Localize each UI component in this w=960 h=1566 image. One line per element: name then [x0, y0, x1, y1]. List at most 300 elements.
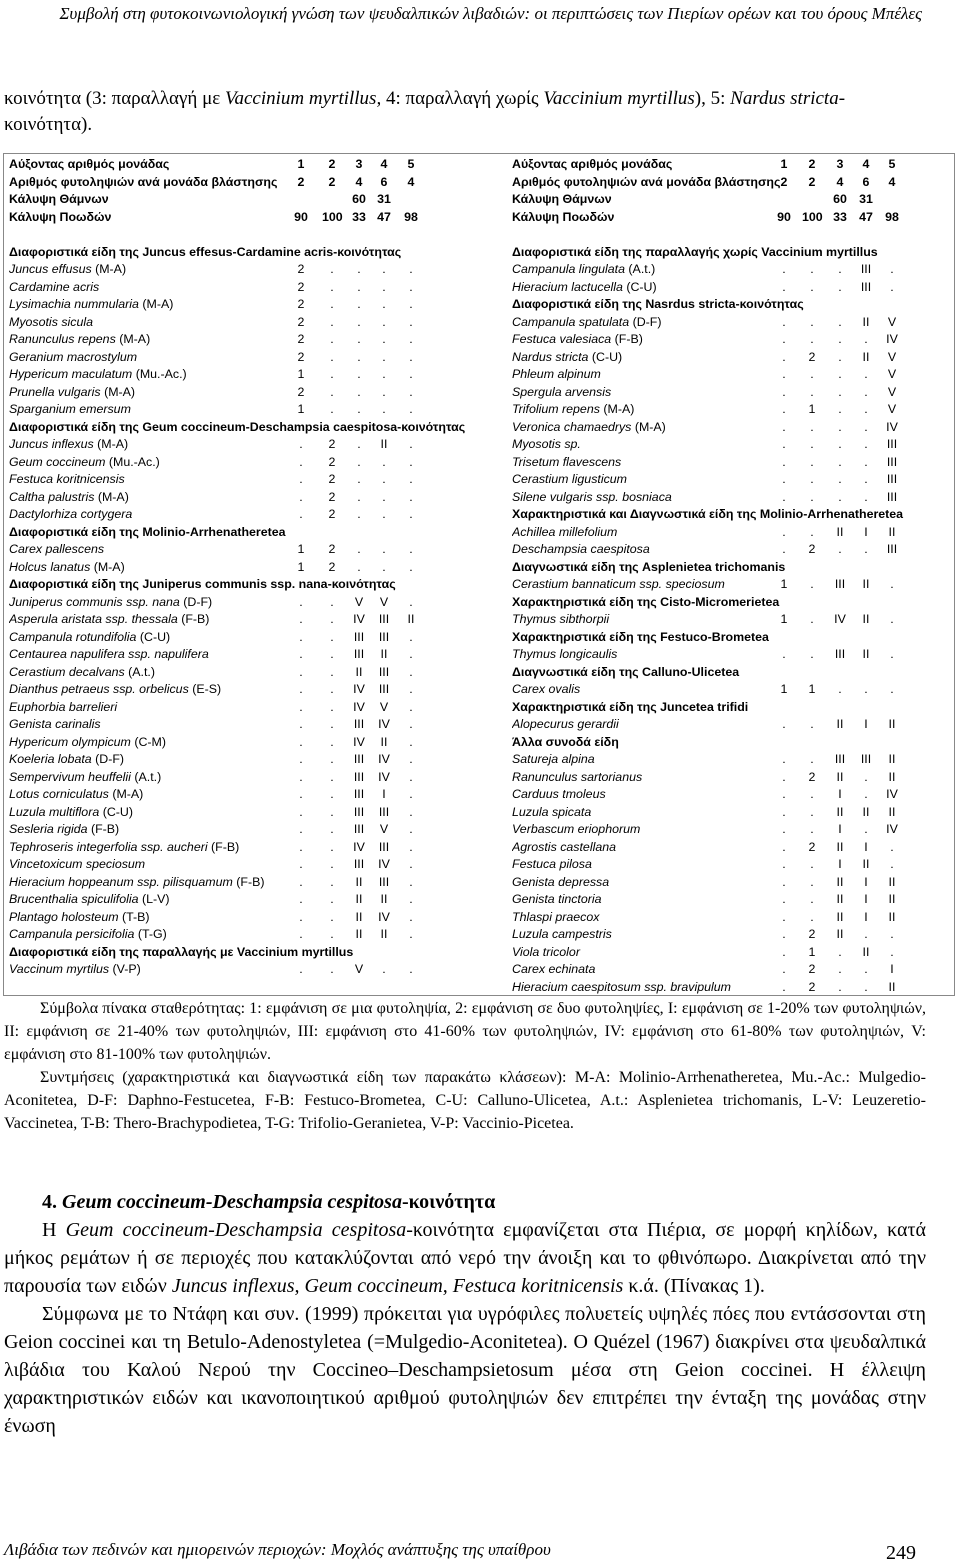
class-abbreviation: (M-A) — [112, 787, 144, 801]
value-cell: . — [299, 717, 303, 731]
value-cell: . — [782, 927, 786, 941]
value-cell: II — [836, 769, 844, 784]
row-label — [9, 839, 299, 857]
species-name: Brucenthalia spiculifolia — [9, 892, 139, 906]
value-cell: 47 — [859, 209, 873, 224]
value-cell: IV — [378, 752, 390, 766]
value-cell: . — [782, 279, 786, 294]
value-cell: 100 — [802, 209, 823, 224]
row-label: Carduus tmoleus — [512, 787, 606, 801]
value-cell: 2 — [328, 559, 336, 574]
value-cell: I — [838, 857, 842, 871]
table-row — [9, 716, 509, 734]
class-abbreviation: (A.t.) — [134, 769, 162, 784]
row-label: Αριθμός φυτοληψιών ανά μονάδα βλάστησης — [9, 174, 278, 189]
intro-text-3: ), 5: — [694, 88, 731, 109]
value-cell: . — [357, 279, 361, 294]
value-cell: II — [888, 752, 896, 766]
table-row — [9, 786, 509, 804]
abbreviations-note: Συντμήσεις (χαρακτηριστικά και διαγνωστικά είδη των παρακάτω κλάσεων): M-A: Molinio-Arrhenatheretea, Mu.-Ac.: Mulgedio-Aconitetea, D-F: Daphno-Festucetea, F-B: Festuco-Brometea, C-U: Calluno-Ulicetea, A.t.: Asplenietea trichomanis, L-V: Leuzeretio-Vaccinetea, T-B: Thero-Brachypodietea, T-G: Trifolio-Geranietea, V-P: Vaccinio-Picetea. — [4, 1069, 926, 1132]
section-heading-text: Διαφοριστικά είδη της παραλλαγής χωρίς Vaccinium myrtillus — [512, 244, 878, 259]
value-cell: II — [888, 769, 896, 784]
table-row — [9, 541, 509, 559]
row-label: Thymus longicaulis — [512, 647, 618, 661]
value-cell: I — [864, 839, 868, 854]
section-heading-text: Διαγνωστικά είδη της Calluno-Ulicetea — [512, 664, 740, 679]
value-cell: 2 — [808, 962, 816, 976]
value-cell: . — [382, 297, 386, 311]
table-row — [9, 349, 509, 367]
value-cell: . — [409, 909, 413, 924]
row-label: Cardamine acris — [9, 279, 100, 294]
row-label: Κάλυψη Θάμνων — [512, 192, 612, 206]
value-cell: . — [330, 717, 334, 731]
value-cell: . — [299, 909, 303, 924]
value-cell: . — [810, 489, 814, 504]
value-cell: . — [357, 262, 361, 276]
section-heading-text: Χαρακτηριστικά είδη της Cisto-Micromerietea — [512, 594, 780, 609]
species-name: Vaccinum myrtilus — [9, 962, 110, 976]
value-cell: . — [299, 489, 303, 504]
table-row — [9, 594, 509, 612]
value-cell: III — [378, 612, 390, 626]
table-row — [512, 419, 952, 437]
value-cell: . — [782, 384, 786, 399]
value-cell: . — [357, 437, 361, 451]
value-cell: . — [330, 629, 334, 644]
value-cell: . — [330, 787, 334, 801]
table-row — [9, 804, 509, 822]
value-cell: III — [378, 664, 390, 679]
value-cell: . — [357, 542, 361, 556]
value-cell: . — [330, 682, 334, 696]
class-abbreviation: (D-F) — [632, 314, 662, 329]
value-cell: . — [838, 437, 842, 451]
value-cell: III — [353, 787, 365, 801]
value-cell: . — [782, 857, 786, 871]
value-cell: . — [409, 559, 413, 574]
table-row — [9, 699, 509, 717]
value-cell: II — [355, 909, 363, 924]
row-label: Cerastium bannaticum ssp. speciosum — [512, 577, 725, 591]
value-cell: IV — [378, 857, 390, 871]
value-cell: . — [782, 454, 786, 469]
value-cell: II — [836, 804, 844, 819]
row-label: Luzula spicata — [512, 804, 592, 819]
row-label — [9, 436, 299, 454]
value-cell: . — [299, 699, 303, 714]
value-cell: II — [862, 647, 870, 661]
value-cell: . — [409, 437, 413, 451]
value-cell: . — [357, 332, 361, 346]
value-cell: IV — [378, 909, 390, 924]
table-section-heading — [9, 576, 509, 594]
value-cell: . — [409, 769, 413, 784]
value-cell: . — [864, 979, 868, 994]
value-cell: . — [330, 752, 334, 766]
value-cell: . — [782, 752, 786, 766]
value-cell: . — [409, 629, 413, 644]
value-cell: 2 — [297, 174, 305, 189]
species-name: Campanula lingulata — [512, 262, 625, 276]
value-cell: . — [810, 857, 814, 871]
value-cell: 98 — [885, 209, 899, 224]
table-row — [512, 314, 952, 332]
table-row — [9, 506, 509, 524]
section-heading-text: Διαφοριστικά είδη της Juncus effesus-Cardamine acris-κοινότητας — [9, 244, 402, 259]
value-cell: . — [782, 717, 786, 731]
class-abbreviation: (C-U) — [139, 629, 171, 644]
class-abbreviation: (M-A) — [97, 489, 129, 504]
table-row — [512, 489, 952, 507]
row-label — [9, 874, 299, 892]
table-row — [512, 331, 952, 349]
value-cell: 2 — [808, 839, 816, 854]
table-row — [512, 961, 952, 979]
value-cell: II — [380, 734, 388, 749]
symbols-note: Σύμβολα πίνακα σταθερότητας: 1: εμφάνιση σε μια φυτοληψία, 2: εμφάνιση σε δυο φυτοληψίες, I: εμφάνιση σε 1-20% των φυτοληψιών, II: εμφάνιση σε 21-40% των φυτοληψιών, III: εμφάνιση στο 41-60% των φυτοληψιών, IV: εμφάνιση στο 61-80% των φυτοληψιών, V: εμφάνιση στο 81-100% των φυτοληψιών. — [4, 1000, 927, 1063]
value-cell: 2 — [328, 472, 336, 486]
value-cell: IV — [886, 787, 898, 801]
row-label: Κάλυψη Ποωδών — [512, 209, 615, 224]
table-row — [9, 436, 509, 454]
table-row — [9, 734, 509, 752]
value-cell: III — [378, 804, 390, 819]
value-cell: 1 — [780, 577, 788, 591]
value-cell: . — [330, 594, 334, 609]
table-section-heading — [512, 699, 952, 717]
table-section-heading — [9, 944, 509, 962]
table-row — [9, 961, 509, 979]
row-label: Verbascum eriophorum — [512, 822, 641, 836]
value-cell: . — [409, 857, 413, 871]
value-cell: I — [864, 909, 868, 924]
value-cell: . — [864, 489, 868, 504]
value-cell: 47 — [377, 209, 391, 224]
table-row — [512, 454, 952, 472]
section-heading-text: Διαφοριστικά είδη της παραλλαγής με Vaccinium myrtillus — [9, 944, 354, 959]
value-cell: 3 — [836, 157, 844, 171]
row-label — [9, 786, 299, 804]
species-name: Prunella vulgaris — [9, 384, 101, 399]
table-row — [9, 681, 509, 699]
value-cell: II — [407, 612, 415, 626]
class-abbreviation: (A.t.) — [128, 664, 156, 679]
value-cell: 60 — [352, 192, 366, 206]
value-cell: II — [888, 892, 896, 906]
value-cell: . — [782, 402, 786, 416]
value-cell: IV — [886, 332, 898, 346]
value-cell: . — [810, 892, 814, 906]
value-cell: V — [354, 594, 364, 609]
section-heading-text: Διαφοριστικά είδη της Molinio-Arrhenatheretea — [9, 524, 286, 539]
value-cell: . — [838, 979, 842, 994]
value-cell: . — [864, 787, 868, 801]
row-label — [512, 279, 782, 297]
row-label — [9, 769, 299, 787]
value-cell: I — [864, 892, 868, 906]
species-name: Hypericum maculatum — [9, 367, 133, 381]
row-label: Achillea millefolium — [512, 524, 618, 539]
value-cell: . — [409, 332, 413, 346]
row-label: Αριθμός φυτοληψιών ανά μονάδα βλάστησης — [512, 174, 781, 189]
value-cell: 31 — [859, 192, 873, 206]
value-cell: . — [782, 332, 786, 346]
row-label: Satureja alpina — [512, 752, 595, 766]
value-cell: III — [834, 752, 846, 766]
value-cell: 2 — [297, 332, 305, 346]
value-cell: 2 — [328, 542, 336, 556]
value-cell: 2 — [808, 927, 816, 941]
value-cell: . — [299, 629, 303, 644]
value-cell: III — [886, 489, 898, 504]
table-section-heading — [512, 296, 952, 314]
row-label — [9, 926, 299, 944]
value-cell: II — [380, 437, 388, 451]
row-label: Αύξοντας αριθμός μονάδας — [9, 157, 170, 171]
table-row — [9, 314, 509, 332]
species-name: Cerastium decalvans — [9, 664, 125, 679]
value-cell: . — [330, 874, 334, 889]
table-row — [9, 489, 509, 507]
value-cell: . — [409, 262, 413, 276]
table-row — [9, 874, 509, 892]
section-heading-text: Διαφοριστικά είδη της Juniperus communis ssp. nana-κοινότητας — [9, 577, 396, 591]
section-4 — [4, 1188, 926, 1440]
value-cell: . — [782, 542, 786, 556]
value-cell: 2 — [297, 314, 305, 329]
value-cell: . — [299, 472, 303, 486]
species-name: Geum coccineum — [9, 454, 106, 469]
section-4-title — [4, 1188, 926, 1216]
table-section-heading — [512, 734, 952, 752]
species-name: Koeleria lobata — [9, 752, 92, 766]
value-cell: . — [810, 472, 814, 486]
row-label — [512, 401, 782, 419]
value-cell: . — [330, 699, 334, 714]
value-cell: . — [330, 664, 334, 679]
intro-text-1: κοινότητα (3: παραλλαγή με — [4, 88, 225, 109]
species-name: Juniperus communis ssp. nana — [9, 594, 180, 609]
value-cell: 2 — [808, 979, 816, 994]
class-abbreviation: (C-U) — [591, 349, 623, 364]
value-cell: . — [409, 279, 413, 294]
value-cell: . — [838, 402, 842, 416]
value-cell: II — [355, 664, 363, 679]
value-cell: . — [890, 279, 894, 294]
value-cell: 1 — [808, 944, 816, 959]
table-row — [9, 279, 509, 297]
value-cell: . — [838, 962, 842, 976]
value-cell: . — [330, 769, 334, 784]
value-cell: . — [782, 437, 786, 451]
table-row — [512, 821, 952, 839]
class-abbreviation: (T-B) — [121, 909, 150, 924]
value-cell: . — [782, 874, 786, 889]
value-cell: III — [860, 752, 872, 766]
value-cell: . — [782, 647, 786, 661]
value-cell: III — [860, 262, 872, 276]
table-row — [512, 769, 952, 787]
value-cell: . — [299, 927, 303, 941]
value-cell: . — [864, 927, 868, 941]
p1-species-1: Geum coccineum-Deschampsia cespitosa — [65, 1219, 407, 1241]
value-cell: . — [299, 857, 303, 871]
value-cell: . — [299, 839, 303, 854]
class-abbreviation: (F-B) — [211, 839, 240, 854]
value-cell: 3 — [355, 157, 363, 171]
value-cell: . — [330, 839, 334, 854]
value-cell: 1 — [297, 157, 305, 171]
row-label — [9, 734, 299, 752]
value-cell: . — [838, 332, 842, 346]
value-cell: II — [836, 927, 844, 941]
row-label — [9, 296, 299, 314]
value-cell: III — [353, 717, 365, 731]
class-abbreviation: (F-B) — [181, 612, 210, 626]
value-cell: . — [299, 822, 303, 836]
value-cell: . — [810, 577, 814, 591]
table-row — [512, 646, 952, 664]
table-section-heading — [512, 244, 952, 262]
value-cell: . — [810, 752, 814, 766]
value-cell: . — [838, 419, 842, 434]
value-cell: IV — [353, 682, 365, 696]
table-row — [512, 471, 952, 489]
row-label — [512, 349, 782, 367]
intro-text-4: -κοινότητα). — [4, 88, 846, 135]
row-label: Centaurea napulifera ssp. napulifera — [9, 647, 209, 661]
row-label: Agrostis castellana — [512, 839, 616, 854]
value-cell: . — [864, 769, 868, 784]
value-cell: . — [330, 349, 334, 364]
value-cell: . — [810, 332, 814, 346]
value-cell: IV — [886, 822, 898, 836]
table-row — [512, 611, 952, 629]
value-cell: . — [299, 787, 303, 801]
class-abbreviation: (M-A) — [603, 402, 635, 416]
value-cell: . — [409, 874, 413, 889]
value-cell: . — [330, 857, 334, 871]
value-cell: . — [782, 769, 786, 784]
row-label: Κάλυψη Θάμνων — [9, 192, 109, 206]
species-name: Asperula aristata ssp. thessala — [9, 612, 178, 626]
value-cell: . — [838, 454, 842, 469]
value-cell: I — [838, 787, 842, 801]
value-cell: II — [888, 979, 896, 994]
value-cell: II — [380, 647, 388, 661]
value-cell: 6 — [380, 174, 388, 189]
species-name: Sesleria rigida — [9, 822, 88, 836]
table-row — [9, 839, 509, 857]
species-name: Holcus lanatus — [9, 559, 91, 574]
value-cell: . — [409, 787, 413, 801]
value-cell: 4 — [888, 174, 896, 189]
table-row — [9, 664, 509, 682]
value-cell: . — [782, 489, 786, 504]
value-cell: . — [782, 962, 786, 976]
table-row — [512, 909, 952, 927]
class-abbreviation: (Mu.-Ac.) — [135, 367, 187, 381]
value-cell: III — [834, 577, 846, 591]
value-cell: . — [864, 402, 868, 416]
value-cell: . — [409, 349, 413, 364]
value-cell: . — [357, 489, 361, 504]
class-abbreviation: (Mu.-Ac.) — [108, 454, 160, 469]
value-cell: . — [299, 892, 303, 906]
row-label — [9, 629, 299, 647]
species-name: Campanula rotundifolia — [9, 629, 137, 644]
value-cell: III — [353, 822, 365, 836]
value-cell: . — [782, 804, 786, 819]
value-cell: III — [353, 647, 365, 661]
value-cell: . — [864, 454, 868, 469]
class-abbreviation: (M-A) — [142, 297, 174, 311]
value-cell: . — [382, 384, 386, 399]
species-name: Veronica chamaedrys — [512, 419, 632, 434]
row-label: Myosotis sicula — [9, 314, 94, 329]
value-cell: . — [330, 927, 334, 941]
value-cell: II — [862, 857, 870, 871]
value-cell: . — [299, 664, 303, 679]
value-cell: 5 — [888, 157, 896, 171]
value-cell: . — [782, 944, 786, 959]
running-header: Συμβολή στη φυτοκοινωνιολογική γνώση των ψευδαλπικών λιβαδιών: οι περιπτώσεις των Πιερίων ορέων και του όρους Μπέλες — [59, 4, 922, 23]
p1-species-2: Juncus inflexus, Geum coccineum, Festuca koritnicensis — [171, 1275, 624, 1297]
value-cell: . — [357, 402, 361, 416]
value-cell: . — [330, 804, 334, 819]
section-4-paragraph-2: Σύμφωνα με το Ντάφη και συν. (1999) πρόκειται για υγρόφιλες πολυετείς υψηλές πόες που εντάσσονται στη Geion coccinei και τη Betulo-Adenostyletea (=Mulgedio-Aconitetea). O Quézel (1967) διακρίνει στα ψευδαλπικά λιβάδια του Καλού Νερού την Coccineo–Deschampsietosum μέσα στη Geion coccinei. Η έλλειψη χαρακτηριστικών ειδών και ικανοποιητικού αριθμού φυτοληψιών δεν επιτρέπει την ένταξη της μονάδας στην ένωση — [4, 1303, 926, 1437]
table-header-row — [512, 156, 952, 174]
class-abbreviation: (M-A) — [97, 437, 129, 451]
value-cell: . — [330, 909, 334, 924]
row-label: Cerastium ligusticum — [512, 472, 627, 486]
value-cell: . — [409, 717, 413, 731]
value-cell: . — [864, 472, 868, 486]
table-row — [512, 436, 952, 454]
class-abbreviation: (C-U) — [102, 804, 133, 819]
section-heading-text: Χαρακτηριστικά και Διαγνωστικά είδη της Molinio-Arrhenatheretea — [512, 507, 904, 521]
table-row — [9, 856, 509, 874]
row-label: Geranium macrostylum — [9, 349, 138, 364]
intro-species-3: Nardus stricta — [730, 88, 839, 109]
table-row — [512, 261, 952, 279]
table-spacer — [9, 226, 509, 244]
table-section-heading — [512, 664, 952, 682]
value-cell: . — [810, 437, 814, 451]
species-name: Hieracium lactucella — [512, 279, 623, 294]
value-cell: IV — [378, 717, 390, 731]
species-name: Lotus corniculatus — [9, 787, 109, 801]
value-cell: . — [782, 472, 786, 486]
value-cell: . — [782, 822, 786, 836]
row-label: Trisetum flavescens — [512, 454, 622, 469]
value-cell: 90 — [294, 209, 308, 224]
row-label — [9, 611, 299, 629]
class-abbreviation: (M-A) — [93, 559, 125, 574]
species-name: Sempervivum heuffelii — [9, 769, 131, 784]
value-cell: III — [886, 542, 898, 556]
value-cell: . — [299, 769, 303, 784]
class-abbreviation: (M-A) — [119, 332, 151, 346]
value-cell: . — [810, 612, 814, 626]
value-cell: 6 — [862, 174, 870, 189]
table-header-row — [9, 156, 509, 174]
table-row — [9, 454, 509, 472]
value-cell: . — [382, 279, 386, 294]
table-header-row — [9, 174, 509, 192]
value-cell: IV — [353, 699, 365, 714]
